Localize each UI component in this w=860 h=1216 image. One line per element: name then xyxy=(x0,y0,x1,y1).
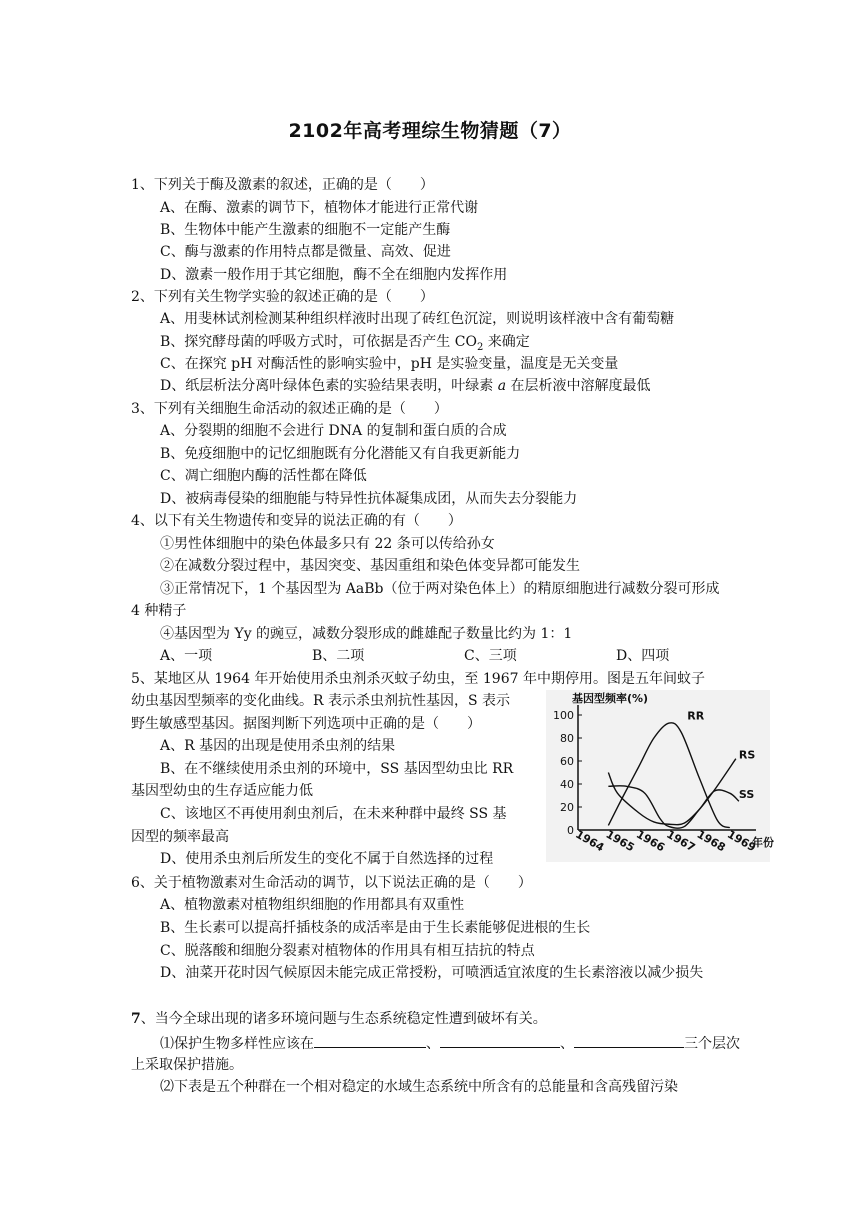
q5-stem-line2: 幼虫基因型频率的变化曲线。R 表示杀虫剂抗性基因，S 表示 xyxy=(131,693,511,709)
q5-option-d: D、使用杀虫剂后所发生的变化不属于自然选择的过程 xyxy=(160,851,494,867)
x-tick-label: 1966 xyxy=(633,827,667,855)
q7-part1-cont: 上采取保护措施。 xyxy=(131,1057,243,1073)
y-tick-label: 60 xyxy=(560,755,574,768)
q2-option-b-tail: 来确定 xyxy=(483,334,530,350)
answer-blank-3[interactable] xyxy=(574,1033,684,1048)
q4-statement-2: ②在减数分裂过程中，基因突变、基因重组和染色体变异都可能发生 xyxy=(160,558,580,574)
q3-option-d: D、被病毒侵染的细胞能与特异性抗体凝集成团，从而失去分裂能力 xyxy=(160,491,578,507)
q4-option-d: D、四项 xyxy=(616,648,670,664)
q3-option-b: B、免疫细胞中的记忆细胞既有分化潜能又有自我更新能力 xyxy=(160,446,521,462)
q4-option-c: C、三项 xyxy=(464,648,517,664)
q5-stem-line1: 5、某地区从 1964 年开始使用杀虫剂杀灭蚊子幼虫，至 1967 年中期停用。图是五年间蚊子 xyxy=(131,671,705,687)
q5-option-a: A、R 基因的出现是使用杀虫剂的结果 xyxy=(160,738,396,754)
q1-option-a: A、在酶、激素的调节下，植物体才能进行正常代谢 xyxy=(160,200,479,216)
q3-option-a: A、分裂期的细胞不会进行 DNA 的复制和蛋白质的合成 xyxy=(160,423,507,439)
q7-part1 xyxy=(160,1033,740,1053)
q1-option-c: C、酶与激素的作用特点都是微量、高效、促进 xyxy=(160,244,451,260)
x-tick-label: 1969 xyxy=(725,827,759,855)
q7-stem-text: 、当今全球出现的诸多环境问题与生态系统稳定性遭到破坏有关。 xyxy=(140,1011,547,1027)
q4-statement-4: ④基因型为 Yy 的豌豆，减数分裂形成的雌雄配子数量比约为 1：1 xyxy=(160,626,573,642)
x-tick-label: 1965 xyxy=(603,827,637,855)
page-title: 2102年高考理综生物猜题（7） xyxy=(288,120,572,142)
q7-stem xyxy=(131,1010,547,1028)
q4-statement-3: ③正常情况下，1 个基因型为 AaBb（位于两对染色体上）的精原细胞进行减数分裂可形成 xyxy=(160,581,720,597)
x-tick-label: 1967 xyxy=(664,827,698,855)
q4-statement-3-cont: 4 种精子 xyxy=(131,603,187,619)
series-label-ss: SS xyxy=(738,787,755,801)
q5-option-c-cont: 因型的频率最高 xyxy=(131,829,229,845)
q1-option-b: B、生物体中能产生激素的细胞不一定能产生酶 xyxy=(160,222,451,238)
q5-option-c: C、该地区不再使用刹虫剂后，在未来种群中最终 SS 基 xyxy=(160,806,507,822)
x-tick-label: 1968 xyxy=(694,827,728,855)
genotype-frequency-chart xyxy=(546,690,774,862)
q6-option-b: B、生长素可以提高扦插枝条的成活率是由于生长素能够促进根的生长 xyxy=(160,920,591,936)
q6-stem: 6、关于植物激素对生命活动的调节，以下说法正确的是（ ） xyxy=(131,875,532,891)
q6-option-a: A、植物激素对植物组织细胞的作用都具有双重性 xyxy=(160,897,465,913)
x-axis-label: 年份 xyxy=(752,836,774,849)
q2-option-b xyxy=(160,333,530,357)
q4-option-b: B、二项 xyxy=(312,648,365,664)
q1-option-d: D、激素一般作用于其它细胞，酶不全在细胞内发挥作用 xyxy=(160,267,508,283)
y-tick-label: 40 xyxy=(560,778,574,791)
q2-option-b-text: B、探究酵母菌的呼吸方式时，可依据是否产生 CO xyxy=(160,334,477,350)
q3-stem: 3、下列有关细胞生命活动的叙述正确的是（ ） xyxy=(131,401,448,417)
q4-statement-1: ①男性体细胞中的染色体最多只有 22 条可以传给孙女 xyxy=(160,536,495,552)
q5-option-b-cont: 基因型幼虫的生存适应能力低 xyxy=(131,783,313,799)
q7-part1-tail: 三个层次 xyxy=(684,1036,740,1052)
y-tick-label: 20 xyxy=(560,801,574,814)
x-tick-label: 1964 xyxy=(573,827,607,855)
answer-blank-2[interactable] xyxy=(440,1033,560,1048)
y-tick-label: 100 xyxy=(553,709,574,722)
y-tick-label: 80 xyxy=(560,732,574,745)
series-label-rr: RR xyxy=(687,709,705,723)
q2-option-c: C、在探究 pH 对酶活性的影响实验中，pH 是实验变量，温度是无关变量 xyxy=(160,356,619,372)
q7-part1-text: ⑴保护生物多样性应该在 xyxy=(160,1036,314,1052)
q1-stem: 1、下列关于酶及激素的叙述，正确的是（ ） xyxy=(131,177,434,193)
y-tick-label: 0 xyxy=(567,824,574,837)
q2-option-d-tail: 在层析液中溶解度最低 xyxy=(506,378,651,394)
q4-options xyxy=(160,647,680,665)
q7-number: 7 xyxy=(131,1011,141,1027)
subscript-2: 2 xyxy=(476,341,484,353)
q5-stem-line3: 野生敏感型基因。据图判断下列选项中正确的是（ ） xyxy=(131,716,481,732)
answer-blank-1[interactable] xyxy=(314,1033,426,1048)
q2-option-a: A、用斐林试剂检测某种组织样液时出现了砖红色沉淀，则说明该样液中含有葡萄糖 xyxy=(160,311,675,327)
italic-a: a xyxy=(497,378,507,394)
separator: 、 xyxy=(560,1036,574,1052)
q4-option-a: A、一项 xyxy=(160,648,213,664)
q4-stem: 4、以下有关生物遗传和变异的说法正确的有（ ） xyxy=(131,513,462,529)
y-axis-label: 基因型频率(%) xyxy=(572,692,649,705)
q5-option-b: B、在不继续使用杀虫剂的环境中，SS 基因型幼虫比 RR xyxy=(160,761,514,777)
q6-option-d: D、油菜开花时因气候原因未能完成正常授粉，可喷洒适宜浓度的生长素溶液以减少损失 xyxy=(160,965,704,981)
series-label-rs: RS xyxy=(738,748,756,762)
q2-option-d-text: D、纸层析法分离叶绿体色素的实验结果表明，叶绿素 xyxy=(160,378,498,394)
q7-part2: ⑵下表是五个种群在一个相对稳定的水域生态系统中所含有的总能量和含高残留污染 xyxy=(160,1079,678,1095)
q2-stem: 2、下列有关生物学实验的叙述正确的是（ ） xyxy=(131,289,434,305)
q3-option-c: C、凋亡细胞内酶的活性都在降低 xyxy=(160,468,367,484)
separator: 、 xyxy=(426,1036,440,1052)
q6-option-c: C、脱落酸和细胞分裂素对植物体的作用具有相互拮抗的特点 xyxy=(160,943,535,959)
q2-option-d xyxy=(160,377,651,395)
